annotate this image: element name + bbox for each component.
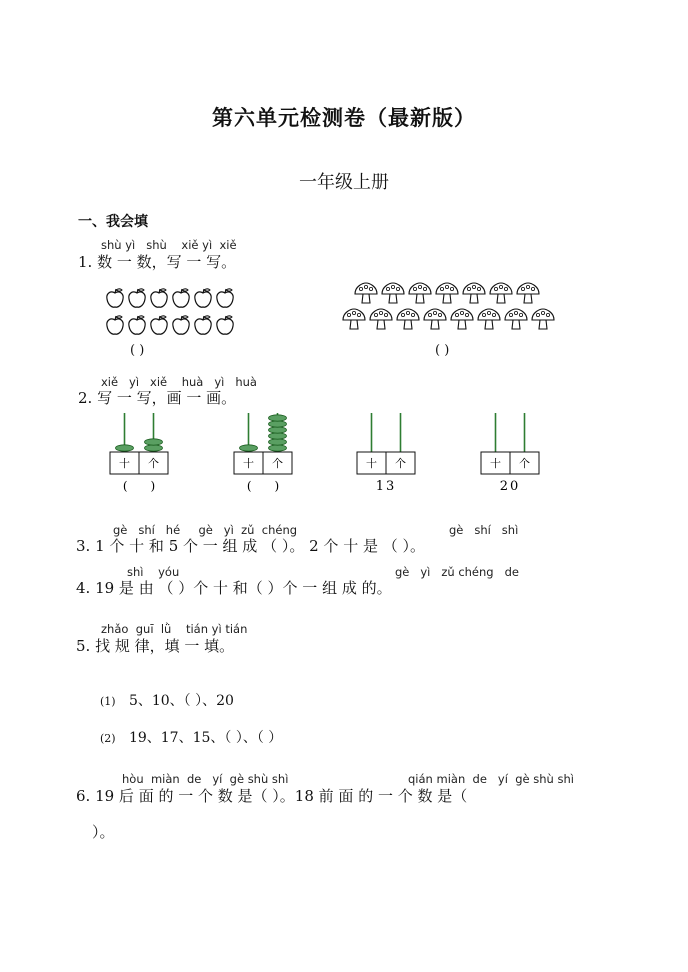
question-6-text-cont: ）。 xyxy=(92,823,115,841)
mushroom-row-2 xyxy=(343,309,554,329)
abacus-answer[interactable]: ( ) xyxy=(122,479,156,493)
pinyin-row: gè shí shì xyxy=(449,523,519,537)
mushrooms-picture xyxy=(340,281,556,333)
pinyin-row: gè yì zǔ chéng de xyxy=(395,565,519,579)
abacus-bead xyxy=(269,439,287,445)
abacus-bead xyxy=(269,421,287,427)
tens-label: 十 xyxy=(243,457,254,470)
abacus-bead xyxy=(145,439,163,445)
abacus-bead xyxy=(269,415,287,421)
apples-picture xyxy=(100,284,250,340)
question-4-text: 4. 19 是 由 （ ）个 十 和（ ）个 一 组 成 的。 xyxy=(76,579,392,597)
abacus xyxy=(110,413,168,493)
sequence-item-2: (2) 19、17、15、（ ）、（ ） xyxy=(100,730,283,746)
ones-label: 个 xyxy=(395,457,406,470)
abacus-bead xyxy=(116,445,134,451)
abacus-bead xyxy=(269,427,287,433)
abacus-answer: 20 xyxy=(499,479,521,494)
abacus-bead xyxy=(269,433,287,439)
tens-label: 十 xyxy=(366,457,377,470)
abacus-group xyxy=(0,405,688,495)
pinyin-row: xiě yì xiě huà yì huà xyxy=(101,375,257,389)
mushroom-answer-blank[interactable]: ( ) xyxy=(435,343,450,358)
pinyin-row: hòu miàn de yí gè shù shì xyxy=(122,772,289,786)
pinyin-row: gè shí hé gè yì zǔ chéng xyxy=(113,523,298,537)
abacus-bead xyxy=(145,445,163,451)
question-5-text: 5. 找 规 律，填 一 填。 xyxy=(76,637,235,655)
abacus-bead xyxy=(240,445,258,451)
ones-label: 个 xyxy=(519,457,530,470)
question-1-text: 1. 数 一 数，写 一 写。 xyxy=(78,253,237,271)
page-subtitle: 一年级上册 xyxy=(299,172,389,193)
abacus-answer: 13 xyxy=(375,479,397,494)
abacus xyxy=(234,413,292,493)
ones-label: 个 xyxy=(272,457,283,470)
pinyin-row: zhǎo guī lǜ tián yì tián xyxy=(101,622,248,636)
apple-answer-blank[interactable]: ( ) xyxy=(130,343,145,358)
question-3-text: 3. 1 个 十 和 5 个 一 组 成 （ ）。 2 个 十 是 （ ）。 xyxy=(76,537,426,555)
tens-label: 十 xyxy=(490,457,501,470)
abacus-answer[interactable]: ( ) xyxy=(246,479,280,493)
section-heading: 一、我会填 xyxy=(78,214,148,230)
apple-row-1 xyxy=(107,289,233,307)
apple-row-2 xyxy=(107,316,233,334)
tens-label: 十 xyxy=(119,457,130,470)
abacus-bead xyxy=(269,445,287,451)
abacus xyxy=(357,413,415,494)
pinyin-row: qián miàn de yí gè shù shì xyxy=(408,772,574,786)
page-title: 第六单元检测卷（最新版） xyxy=(212,105,476,130)
sequence-item-1: (1) 5、10、（ ）、20 xyxy=(100,693,234,709)
pinyin-row: shì yóu xyxy=(127,565,180,579)
mushroom-row-1 xyxy=(355,283,539,303)
pinyin-row: shù yì shù xiě yì xiě xyxy=(101,238,237,252)
ones-label: 个 xyxy=(148,457,159,470)
question-2-text: 2. 写 一 写，画 一 画。 xyxy=(78,389,237,407)
abacus xyxy=(481,413,539,494)
abacus-drawing xyxy=(0,405,688,495)
question-6-text: 6. 19 后 面 的 一 个 数 是（ ）。18 前 面 的 一 个 数 是（ xyxy=(76,787,468,805)
